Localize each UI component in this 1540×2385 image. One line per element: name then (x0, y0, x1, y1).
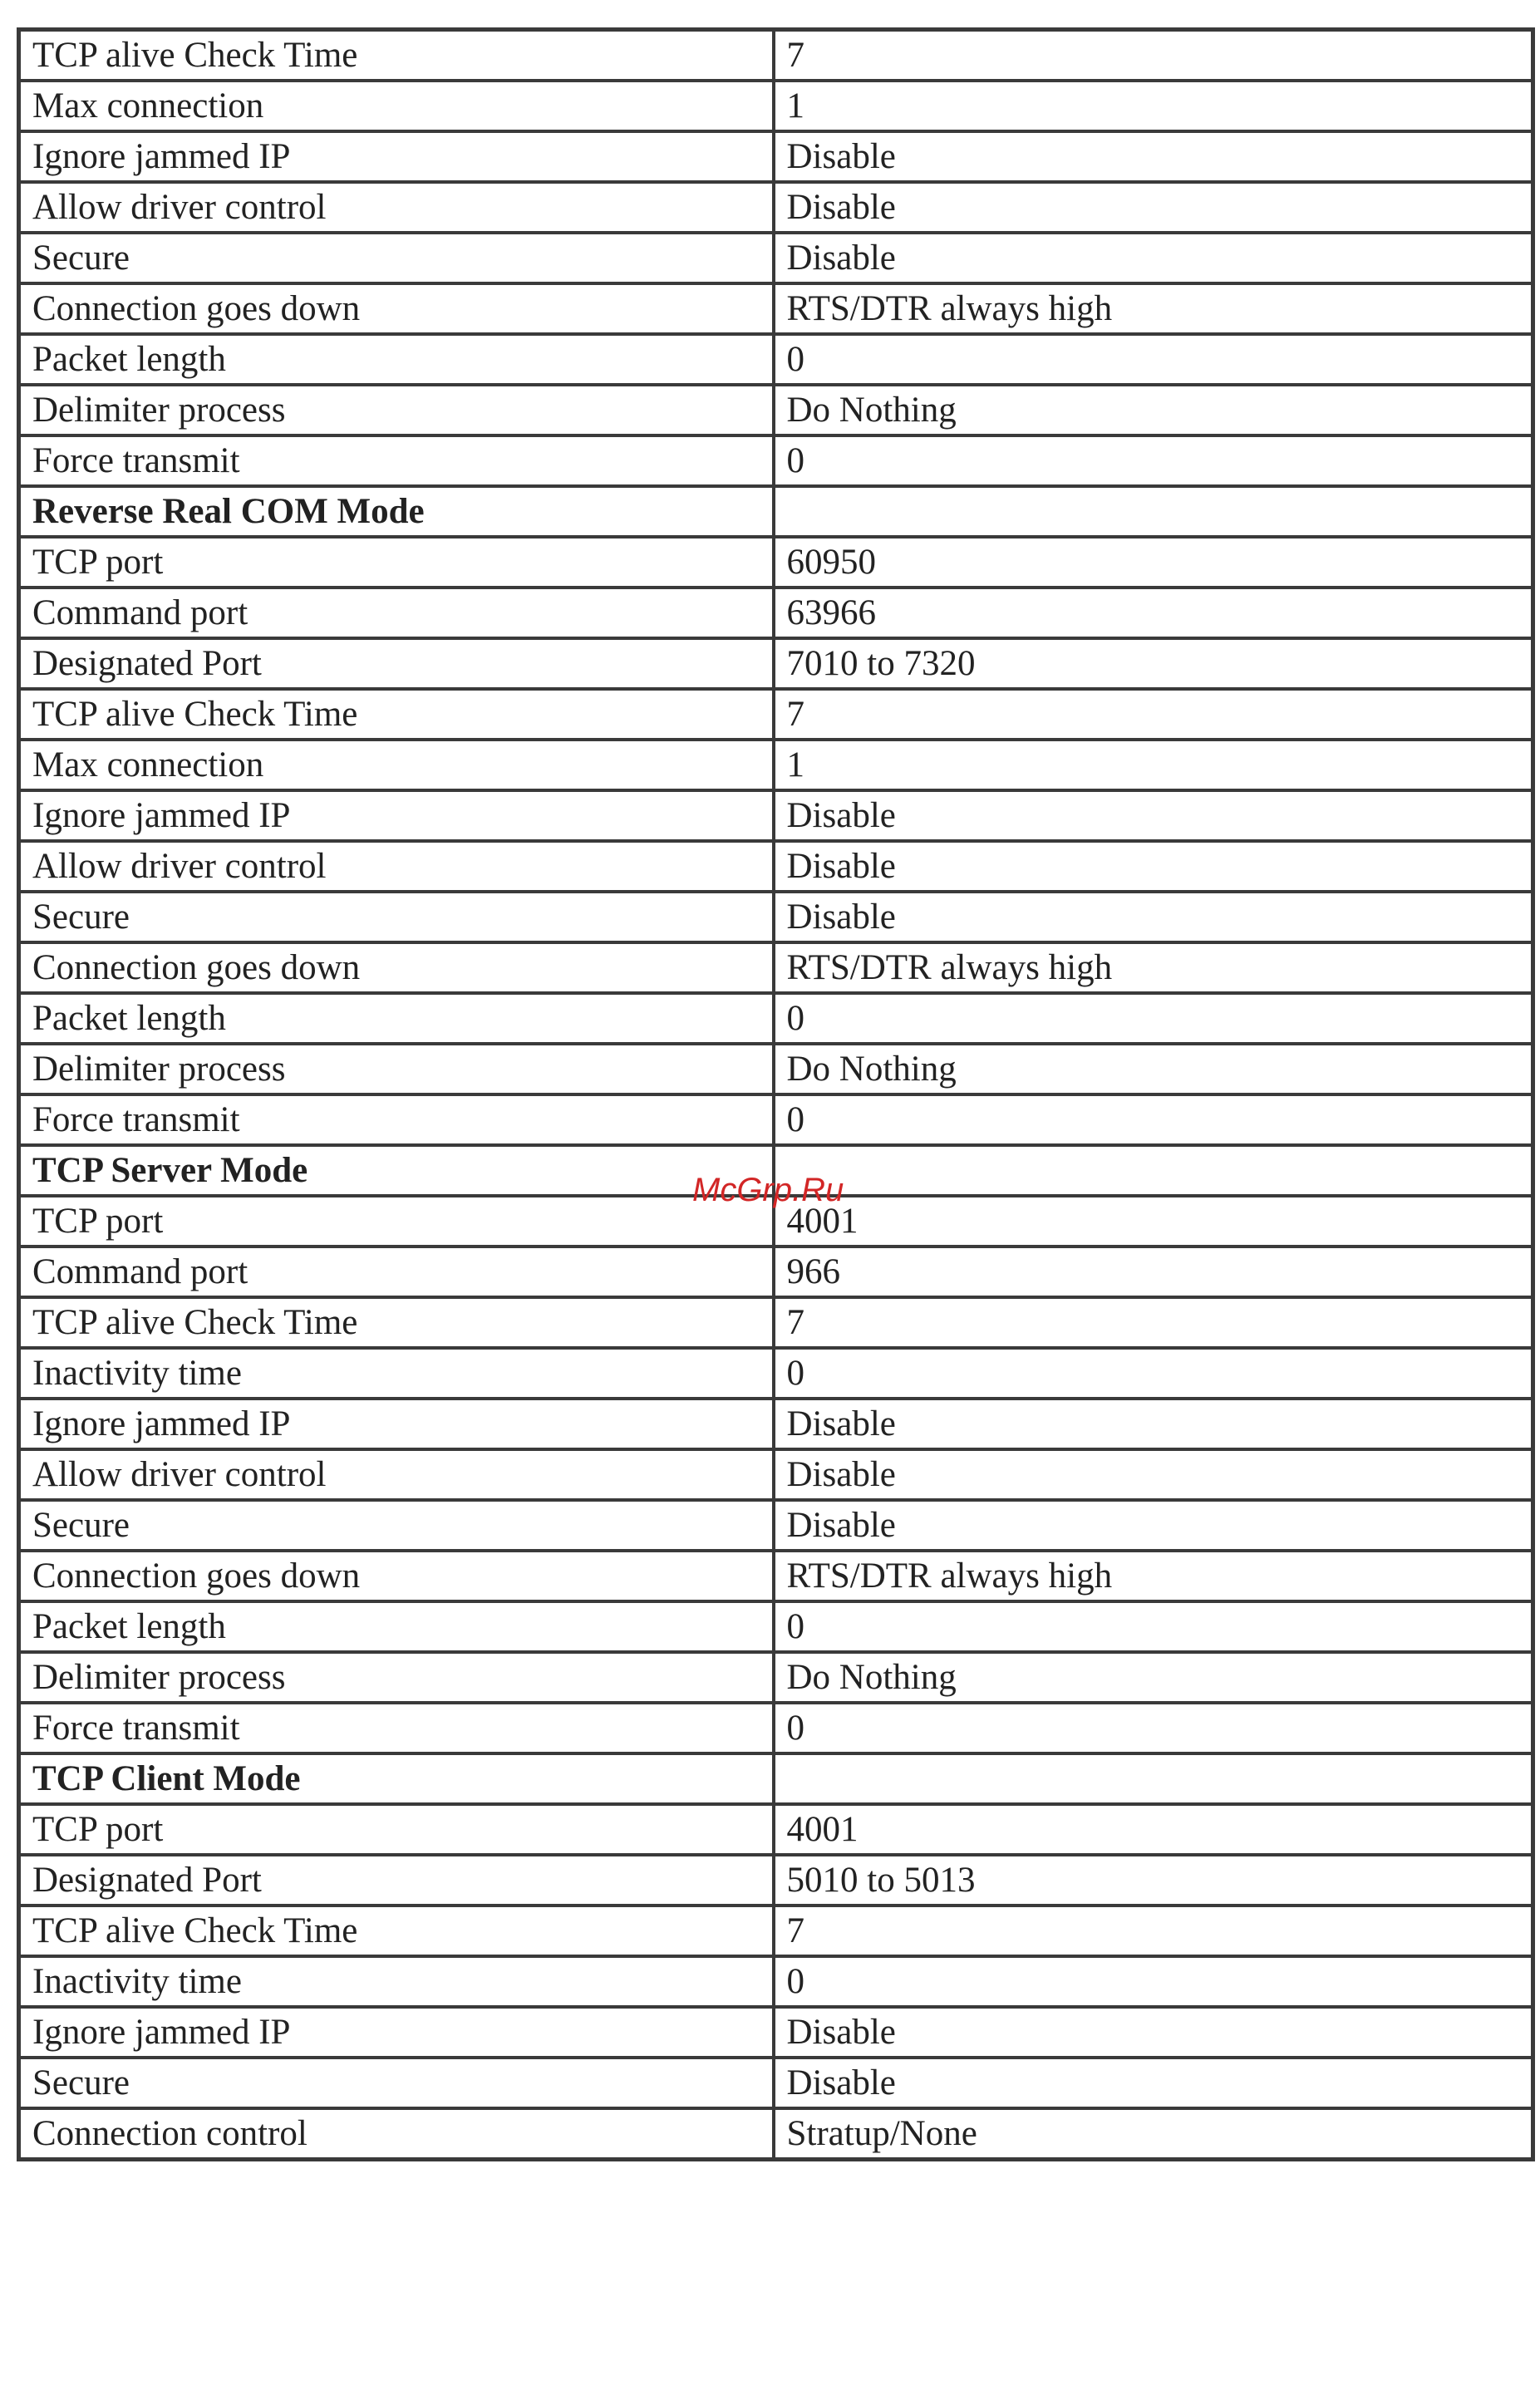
setting-value: 0 (774, 1348, 1533, 1399)
table-row (19, 2007, 1533, 2058)
setting-value: 7010 to 7320 (774, 638, 1533, 689)
setting-name: Secure (19, 1500, 774, 1551)
setting-value: 0 (774, 1956, 1533, 2007)
setting-name: Force transmit (19, 1703, 774, 1753)
table-row (19, 182, 1533, 233)
table-row (19, 1652, 1533, 1703)
setting-name: Command port (19, 588, 774, 638)
setting-name: Connection goes down (19, 942, 774, 993)
setting-name: Designated Port (19, 638, 774, 689)
setting-name: Secure (19, 892, 774, 942)
table-row (19, 1399, 1533, 1449)
setting-name: Allow driver control (19, 841, 774, 892)
setting-value: 7 (774, 689, 1533, 740)
setting-name: TCP alive Check Time (19, 30, 774, 81)
setting-value: 0 (774, 435, 1533, 486)
table-row (19, 233, 1533, 283)
setting-name: Ignore jammed IP (19, 131, 774, 182)
setting-value: 0 (774, 993, 1533, 1044)
setting-name: Command port (19, 1247, 774, 1297)
table-row (19, 435, 1533, 486)
setting-value: RTS/DTR always high (774, 1551, 1533, 1601)
table-row (19, 283, 1533, 334)
setting-value: 7 (774, 30, 1533, 81)
setting-name: TCP port (19, 537, 774, 588)
setting-value: 4001 (774, 1804, 1533, 1855)
setting-value: 966 (774, 1247, 1533, 1297)
section-header-row (19, 486, 1533, 537)
setting-name: TCP port (19, 1196, 774, 1247)
table-row (19, 638, 1533, 689)
section-title: Reverse Real COM Mode (19, 486, 774, 537)
setting-value: Disable (774, 1500, 1533, 1551)
setting-value: Disable (774, 892, 1533, 942)
watermark-text: McGrp.Ru (692, 1172, 844, 1208)
setting-value: 0 (774, 1094, 1533, 1145)
table-row (19, 1804, 1533, 1855)
setting-value: Disable (774, 1399, 1533, 1449)
table-row (19, 1247, 1533, 1297)
setting-name: Packet length (19, 993, 774, 1044)
table-row (19, 2108, 1533, 2160)
setting-name: Allow driver control (19, 1449, 774, 1500)
table-row (19, 1551, 1533, 1601)
section-header-row (19, 1753, 1533, 1804)
setting-name: Ignore jammed IP (19, 1399, 774, 1449)
table-row (19, 537, 1533, 588)
setting-name: Force transmit (19, 435, 774, 486)
setting-name: Max connection (19, 740, 774, 790)
table-row (19, 740, 1533, 790)
setting-value: 0 (774, 1601, 1533, 1652)
setting-name: Inactivity time (19, 1956, 774, 2007)
setting-value: Do Nothing (774, 385, 1533, 435)
section-blank-cell (774, 1753, 1533, 1804)
settings-table (17, 27, 1535, 2161)
table-row (19, 1855, 1533, 1906)
setting-name: TCP port (19, 1804, 774, 1855)
setting-name: Secure (19, 2058, 774, 2108)
table-row (19, 1906, 1533, 1956)
setting-value: 60950 (774, 537, 1533, 588)
setting-value: Disable (774, 841, 1533, 892)
settings-table-body (19, 30, 1533, 2160)
setting-value: Disable (774, 182, 1533, 233)
table-row (19, 1044, 1533, 1094)
table-row (19, 689, 1533, 740)
setting-name: Connection control (19, 2108, 774, 2160)
setting-name: Max connection (19, 81, 774, 131)
setting-value: 1 (774, 81, 1533, 131)
table-row (19, 588, 1533, 638)
setting-value: Disable (774, 1449, 1533, 1500)
setting-value: 4001 (774, 1196, 1533, 1247)
setting-name: Packet length (19, 334, 774, 385)
setting-name: Connection goes down (19, 1551, 774, 1601)
setting-value: Disable (774, 131, 1533, 182)
setting-name: TCP alive Check Time (19, 1297, 774, 1348)
setting-name: Delimiter process (19, 1652, 774, 1703)
table-row (19, 81, 1533, 131)
setting-value: Disable (774, 233, 1533, 283)
setting-value: 1 (774, 740, 1533, 790)
table-row (19, 841, 1533, 892)
section-blank-cell (774, 1145, 1533, 1196)
table-row (19, 1297, 1533, 1348)
table-row (19, 1703, 1533, 1753)
setting-value: 0 (774, 1703, 1533, 1753)
setting-name: TCP alive Check Time (19, 689, 774, 740)
setting-name: Force transmit (19, 1094, 774, 1145)
setting-value: 63966 (774, 588, 1533, 638)
setting-value: RTS/DTR always high (774, 942, 1533, 993)
setting-value: 5010 to 5013 (774, 1855, 1533, 1906)
section-blank-cell (774, 486, 1533, 537)
table-row (19, 1449, 1533, 1500)
table-row (19, 385, 1533, 435)
section-title: TCP Server Mode (19, 1145, 774, 1196)
setting-value: Do Nothing (774, 1652, 1533, 1703)
table-row (19, 131, 1533, 182)
table-row (19, 1348, 1533, 1399)
table-row (19, 30, 1533, 81)
setting-name: Designated Port (19, 1855, 774, 1906)
table-row (19, 892, 1533, 942)
table-row (19, 993, 1533, 1044)
setting-name: Inactivity time (19, 1348, 774, 1399)
table-row (19, 790, 1533, 841)
setting-value: Do Nothing (774, 1044, 1533, 1094)
table-row (19, 334, 1533, 385)
setting-name: Ignore jammed IP (19, 790, 774, 841)
setting-value: 0 (774, 334, 1533, 385)
setting-value: Disable (774, 2007, 1533, 2058)
setting-name: Allow driver control (19, 182, 774, 233)
table-row (19, 1500, 1533, 1551)
setting-value: RTS/DTR always high (774, 283, 1533, 334)
section-title: TCP Client Mode (19, 1753, 774, 1804)
table-row (19, 1601, 1533, 1652)
setting-value: Stratup/None (774, 2108, 1533, 2160)
setting-name: Delimiter process (19, 385, 774, 435)
setting-name: Delimiter process (19, 1044, 774, 1094)
table-row (19, 1094, 1533, 1145)
setting-value: Disable (774, 790, 1533, 841)
setting-value: Disable (774, 2058, 1533, 2108)
setting-name: TCP alive Check Time (19, 1906, 774, 1956)
setting-name: Packet length (19, 1601, 774, 1652)
table-row (19, 942, 1533, 993)
setting-name: Ignore jammed IP (19, 2007, 774, 2058)
table-row (19, 1956, 1533, 2007)
setting-name: Secure (19, 233, 774, 283)
setting-value: 7 (774, 1297, 1533, 1348)
setting-value: 7 (774, 1906, 1533, 1956)
table-row (19, 2058, 1533, 2108)
setting-name: Connection goes down (19, 283, 774, 334)
